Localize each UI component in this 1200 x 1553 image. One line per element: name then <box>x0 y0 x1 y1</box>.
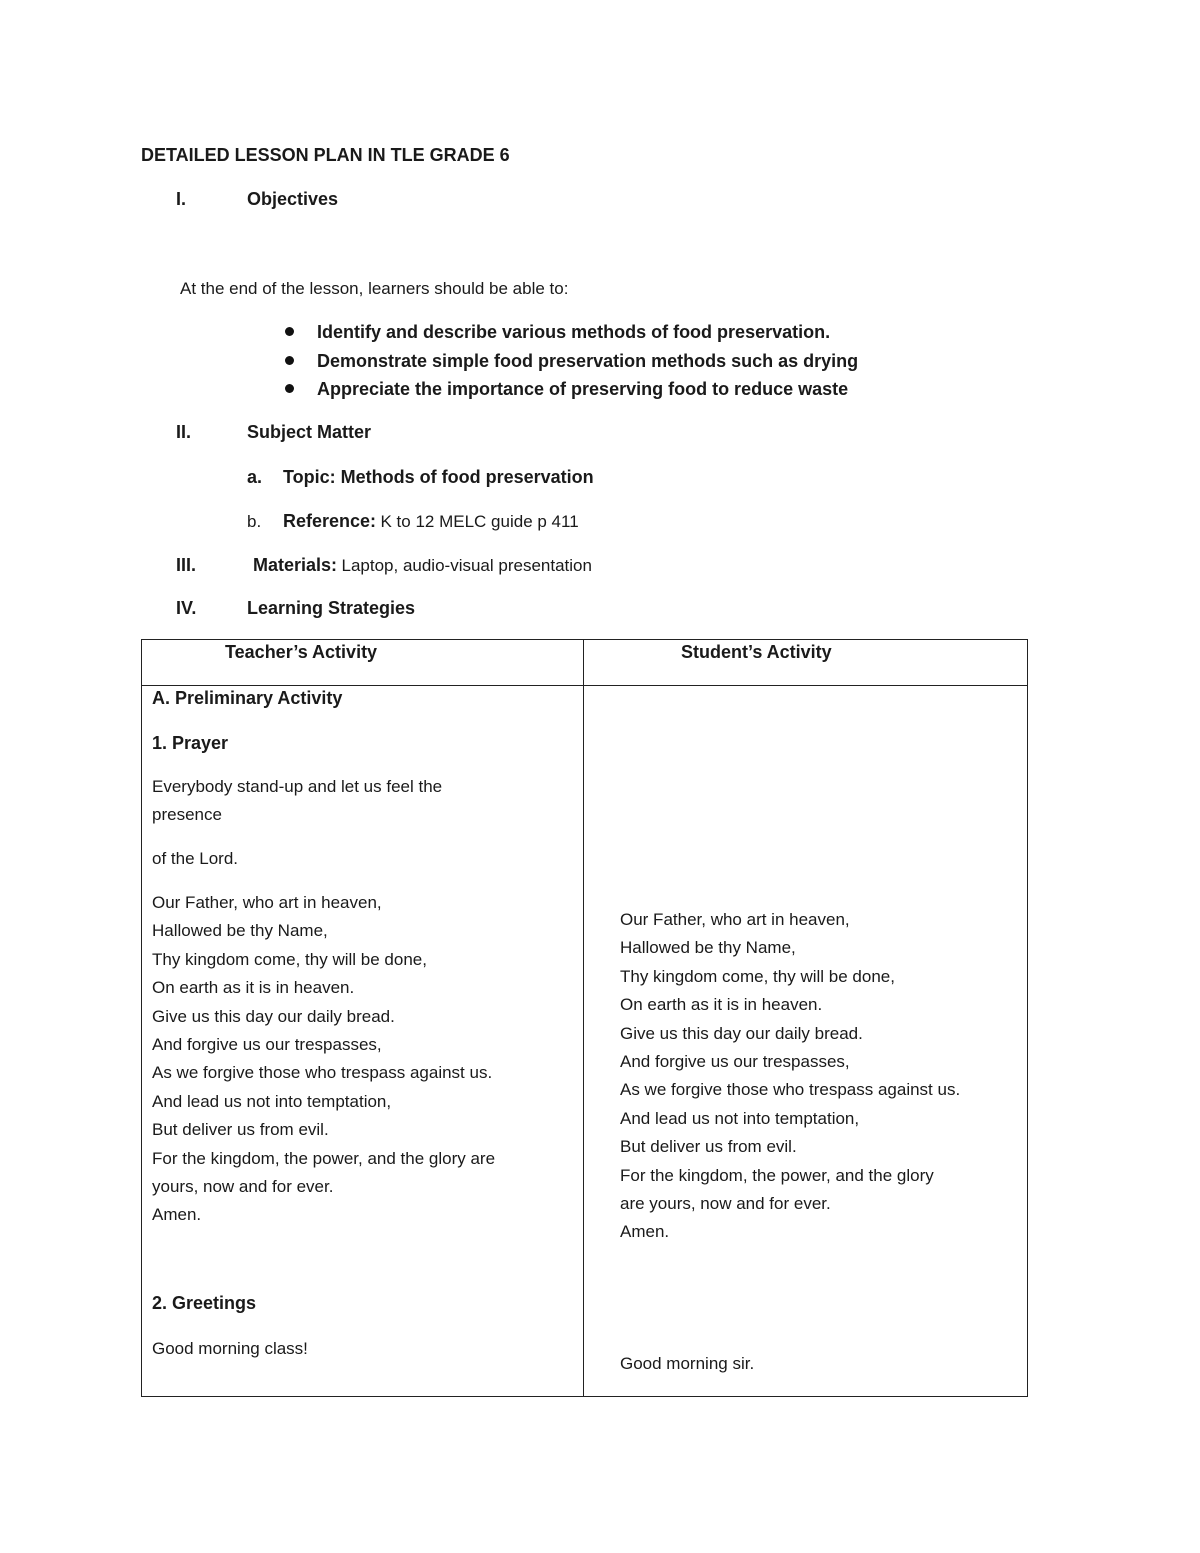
preliminary-activity-heading: A. Preliminary Activity <box>152 688 343 708</box>
topic-text: Topic: Methods of food preservation <box>283 467 594 487</box>
materials-line <box>253 555 592 576</box>
objectives-intro: At the end of the lesson, learners should be able to: <box>180 279 569 298</box>
objectives-list <box>285 318 858 404</box>
prayer-line: And lead us not into temptation, <box>620 1108 860 1128</box>
section-numeral-materials: III. <box>176 555 197 575</box>
prayer-line: For the kingdom, the power, and the glory are <box>152 1148 496 1168</box>
section-heading-strategies: Learning Strategies <box>247 598 416 618</box>
prayer-line: Give us this day our daily bread. <box>620 1023 863 1043</box>
objective-item: Appreciate the importance of preserving food to reduce waste <box>285 375 858 404</box>
teacher-greeting: Good morning class! <box>152 1339 308 1358</box>
table-header-row <box>142 640 1028 686</box>
materials-text: Laptop, audio-visual presentation <box>341 556 592 575</box>
table-row <box>142 686 1028 1397</box>
prayer-line: Thy kingdom come, thy will be done, <box>620 966 895 986</box>
prayer-line: Hallowed be thy Name, <box>620 938 796 958</box>
prayer-intro-line: of the Lord. <box>152 849 239 868</box>
prayer-line: As we forgive those who trespass against us. <box>152 1063 493 1083</box>
objective-item: Demonstrate simple food preservation methods such as drying <box>285 347 858 376</box>
learning-activities-table <box>141 639 1028 1397</box>
section-heading-objectives: Objectives <box>247 189 339 209</box>
objective-item: Identify and describe various methods of food preservation. <box>285 318 858 347</box>
prayer-line: Hallowed be thy Name, <box>152 921 328 941</box>
prayer-line: For the kingdom, the power, and the glory <box>620 1165 934 1185</box>
bullet-icon <box>285 356 294 365</box>
prayer-line: But deliver us from evil. <box>152 1120 329 1140</box>
section-numeral-subject-matter: II. <box>176 422 192 442</box>
materials-label: Materials: <box>253 555 338 575</box>
section-numeral-objectives: I. <box>176 189 187 209</box>
student-greeting: Good morning sir. <box>620 1354 755 1373</box>
prayer-line: And lead us not into temptation, <box>152 1091 392 1111</box>
prayer-line: Amen. <box>620 1222 670 1242</box>
reference-letter: b. <box>247 512 262 531</box>
prayer-intro-line: presence <box>152 805 222 824</box>
prayer-line: Our Father, who art in heaven, <box>620 910 850 929</box>
prayer-line: And forgive us our trespasses, <box>152 1035 382 1054</box>
prayer-line: As we forgive those who trespass against us. <box>620 1080 961 1100</box>
prayer-line: yours, now and for ever. <box>152 1177 334 1196</box>
header-student-activity: Student’s Activity <box>584 640 1028 686</box>
prayer-line: Amen. <box>152 1205 202 1225</box>
topic-letter: a. <box>247 467 263 487</box>
prayer-line: And forgive us our trespasses, <box>620 1052 850 1071</box>
student-activity-cell <box>584 686 1028 1397</box>
reference-text: K to 12 MELC guide p 411 <box>380 512 579 531</box>
prayer-line: are yours, now and for ever. <box>620 1194 831 1213</box>
greetings-heading: 2. Greetings <box>152 1293 257 1313</box>
prayer-line: Our Father, who art in heaven, <box>152 893 382 912</box>
prayer-line: On earth as it is in heaven. <box>152 978 355 998</box>
reference-line <box>283 511 579 532</box>
prayer-line: On earth as it is in heaven. <box>620 995 823 1015</box>
header-teacher-activity: Teacher’s Activity <box>142 640 584 686</box>
section-numeral-strategies: IV. <box>176 598 197 618</box>
section-heading-subject-matter: Subject Matter <box>247 422 372 442</box>
prayer-line: Thy kingdom come, thy will be done, <box>152 949 427 969</box>
teacher-activity-cell <box>142 686 584 1397</box>
prayer-heading: 1. Prayer <box>152 733 229 753</box>
prayer-line: But deliver us from evil. <box>620 1137 797 1157</box>
bullet-icon <box>285 327 294 336</box>
bullet-icon <box>285 384 294 393</box>
prayer-intro-line: Everybody stand-up and let us feel the <box>152 777 443 796</box>
reference-label: Reference: <box>283 511 377 531</box>
document-title: DETAILED LESSON PLAN IN TLE GRADE 6 <box>141 145 510 165</box>
prayer-line: Give us this day our daily bread. <box>152 1006 395 1026</box>
